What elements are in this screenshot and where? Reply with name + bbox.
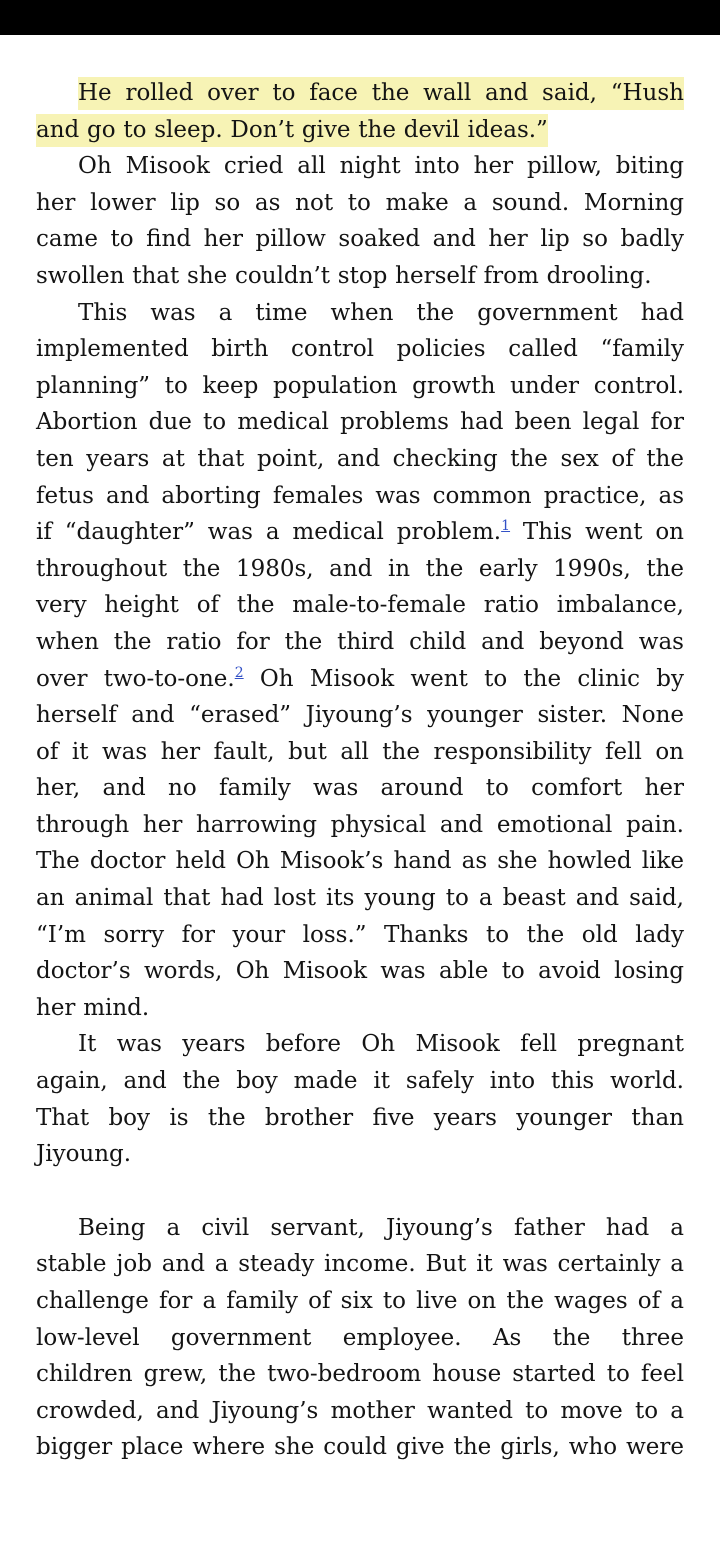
body-text (36, 190, 684, 216)
paragraph-years-before (36, 1026, 684, 1172)
text-line (36, 112, 684, 149)
text-line (36, 551, 684, 588)
text-segment: when the ratio for the third child and beyond was (36, 628, 684, 655)
text-segment: Abortion due to medical problems had been legal for (36, 409, 684, 436)
body-text (36, 592, 684, 618)
text-segment: Being a civil servant, Jiyoung’s father had a (78, 1214, 684, 1241)
text-line (36, 990, 684, 1027)
body-text (36, 1434, 684, 1460)
body-text (36, 483, 684, 509)
text-line (36, 1026, 684, 1063)
text-line (36, 295, 684, 332)
text-segment: her lower lip so as not to make a sound. Morning (36, 189, 684, 216)
text-segment: low-level government employee. As the three (36, 1324, 684, 1351)
highlighted-text[interactable] (78, 77, 684, 110)
text-segment: of it was her fault, but all the responsibility fell on (36, 738, 684, 765)
text-line (36, 1283, 684, 1320)
body-text (78, 1031, 684, 1057)
body-text (36, 958, 684, 984)
text-segment: Oh Misook went to the clinic by (243, 665, 684, 692)
body-text (36, 556, 684, 582)
text-line (36, 404, 684, 441)
body-text (78, 1215, 684, 1241)
text-segment: herself and “erased” Jiyoung’s younger sister. None (36, 702, 684, 729)
text-line (36, 880, 684, 917)
text-segment: That boy is the brother five years younger than (36, 1104, 684, 1131)
text-segment: He rolled over to face the wall and said, “Hush (78, 80, 684, 106)
highlighted-text[interactable] (36, 114, 548, 147)
body-text (78, 300, 684, 326)
text-segment: very height of the male-to-female ratio imbalance, (36, 592, 684, 619)
body-text (36, 263, 652, 289)
body-text (36, 519, 684, 545)
body-text (36, 1288, 684, 1314)
text-line (36, 697, 684, 734)
footnote-link-1[interactable]: 1 (501, 518, 511, 535)
text-line (36, 1393, 684, 1430)
text-line (36, 221, 684, 258)
text-segment: This went on (510, 519, 684, 546)
text-line (36, 1246, 684, 1283)
text-segment: again, and the boy made it safely into this world. (36, 1068, 684, 1095)
body-text (36, 885, 684, 911)
text-line (36, 185, 684, 222)
text-line (36, 1136, 684, 1173)
text-segment: doctor’s words, Oh Misook was able to avoid losing (36, 958, 684, 985)
text-line (36, 514, 684, 551)
text-line (36, 368, 684, 405)
body-text (36, 629, 684, 655)
text-line (36, 953, 684, 990)
text-segment: swollen that she couldn’t stop herself from drooling. (36, 262, 652, 289)
text-line (36, 1210, 684, 1247)
text-line (36, 75, 684, 112)
text-line (36, 441, 684, 478)
text-segment: It was years before Oh Misook fell pregnant (78, 1031, 684, 1058)
paragraph-civil-servant (36, 1210, 684, 1466)
body-text (36, 739, 684, 765)
body-text (36, 226, 684, 252)
text-line (36, 734, 684, 771)
text-segment: her, and no family was around to comfort her (36, 775, 684, 802)
text-line (36, 331, 684, 368)
text-line (36, 1063, 684, 1100)
body-text (36, 1105, 684, 1131)
text-line (36, 1320, 684, 1357)
text-line (36, 661, 684, 698)
status-bar (0, 0, 720, 35)
text-line (36, 1429, 684, 1466)
text-line (36, 807, 684, 844)
paragraph-family-planning (36, 295, 684, 1027)
body-text (36, 922, 684, 948)
text-segment: The doctor held Oh Misook’s hand as she howled like (36, 848, 684, 875)
text-segment: This was a time when the government had (78, 299, 684, 326)
body-text (36, 1068, 684, 1094)
text-line (36, 917, 684, 954)
text-line (36, 587, 684, 624)
text-segment: came to find her pillow soaked and her lip so badly (36, 226, 684, 253)
body-text (36, 666, 684, 692)
text-segment: if “daughter” was a medical problem. (36, 519, 502, 546)
body-text (36, 775, 684, 801)
text-segment: “I’m sorry for your loss.” Thanks to the old lady (36, 921, 684, 948)
text-segment: her mind. (36, 994, 150, 1021)
body-text (36, 446, 684, 472)
highlighted-quote (36, 75, 684, 148)
body-text (36, 1141, 131, 1167)
text-segment: an animal that had lost its young to a beast and said, (36, 885, 684, 912)
body-text (36, 995, 149, 1021)
body-text (36, 1361, 684, 1387)
text-segment: children grew, the two-bedroom house started to feel (36, 1361, 684, 1388)
text-segment: and go to sleep. Don’t give the devil ideas.” (36, 116, 548, 143)
body-text (36, 409, 684, 435)
paragraph-misook-cried (36, 148, 684, 294)
text-line (36, 1356, 684, 1393)
text-line (36, 624, 684, 661)
text-line (36, 478, 684, 515)
text-line (36, 148, 684, 185)
body-text (36, 336, 684, 362)
text-segment: Oh Misook cried all night into her pillow, biting (78, 153, 684, 180)
footnote-link-2[interactable]: 2 (234, 664, 244, 681)
text-line (36, 1100, 684, 1137)
body-text (36, 1325, 684, 1351)
text-segment: planning” to keep population growth under control. (36, 372, 684, 399)
text-segment: crowded, and Jiyoung’s mother wanted to move to a (36, 1397, 684, 1424)
body-text (36, 1251, 684, 1277)
reader-page[interactable] (0, 35, 720, 1466)
text-segment: throughout the 1980s, and in the early 1990s, the (36, 555, 684, 582)
text-line (36, 843, 684, 880)
text-segment: through her harrowing physical and emotional pain. (36, 811, 684, 838)
text-line (36, 258, 684, 295)
body-text (36, 812, 684, 838)
body-text (36, 373, 684, 399)
text-segment: stable job and a steady income. But it was certainly a (36, 1251, 684, 1278)
text-segment: bigger place where she could give the girls, who were (36, 1434, 684, 1461)
body-text (36, 1398, 684, 1424)
body-text (36, 848, 684, 874)
text-segment: Jiyoung. (36, 1141, 132, 1168)
text-segment: implemented birth control policies called “family (36, 336, 684, 363)
text-segment: over two-to-one. (36, 665, 235, 692)
text-line (36, 770, 684, 807)
text-segment: challenge for a family of six to live on the wages of a (36, 1288, 684, 1314)
text-segment: ten years at that point, and checking the sex of the (36, 445, 684, 472)
text-segment: fetus and aborting females was common practice, as (36, 482, 684, 509)
body-text (36, 702, 684, 728)
body-text (78, 153, 684, 179)
